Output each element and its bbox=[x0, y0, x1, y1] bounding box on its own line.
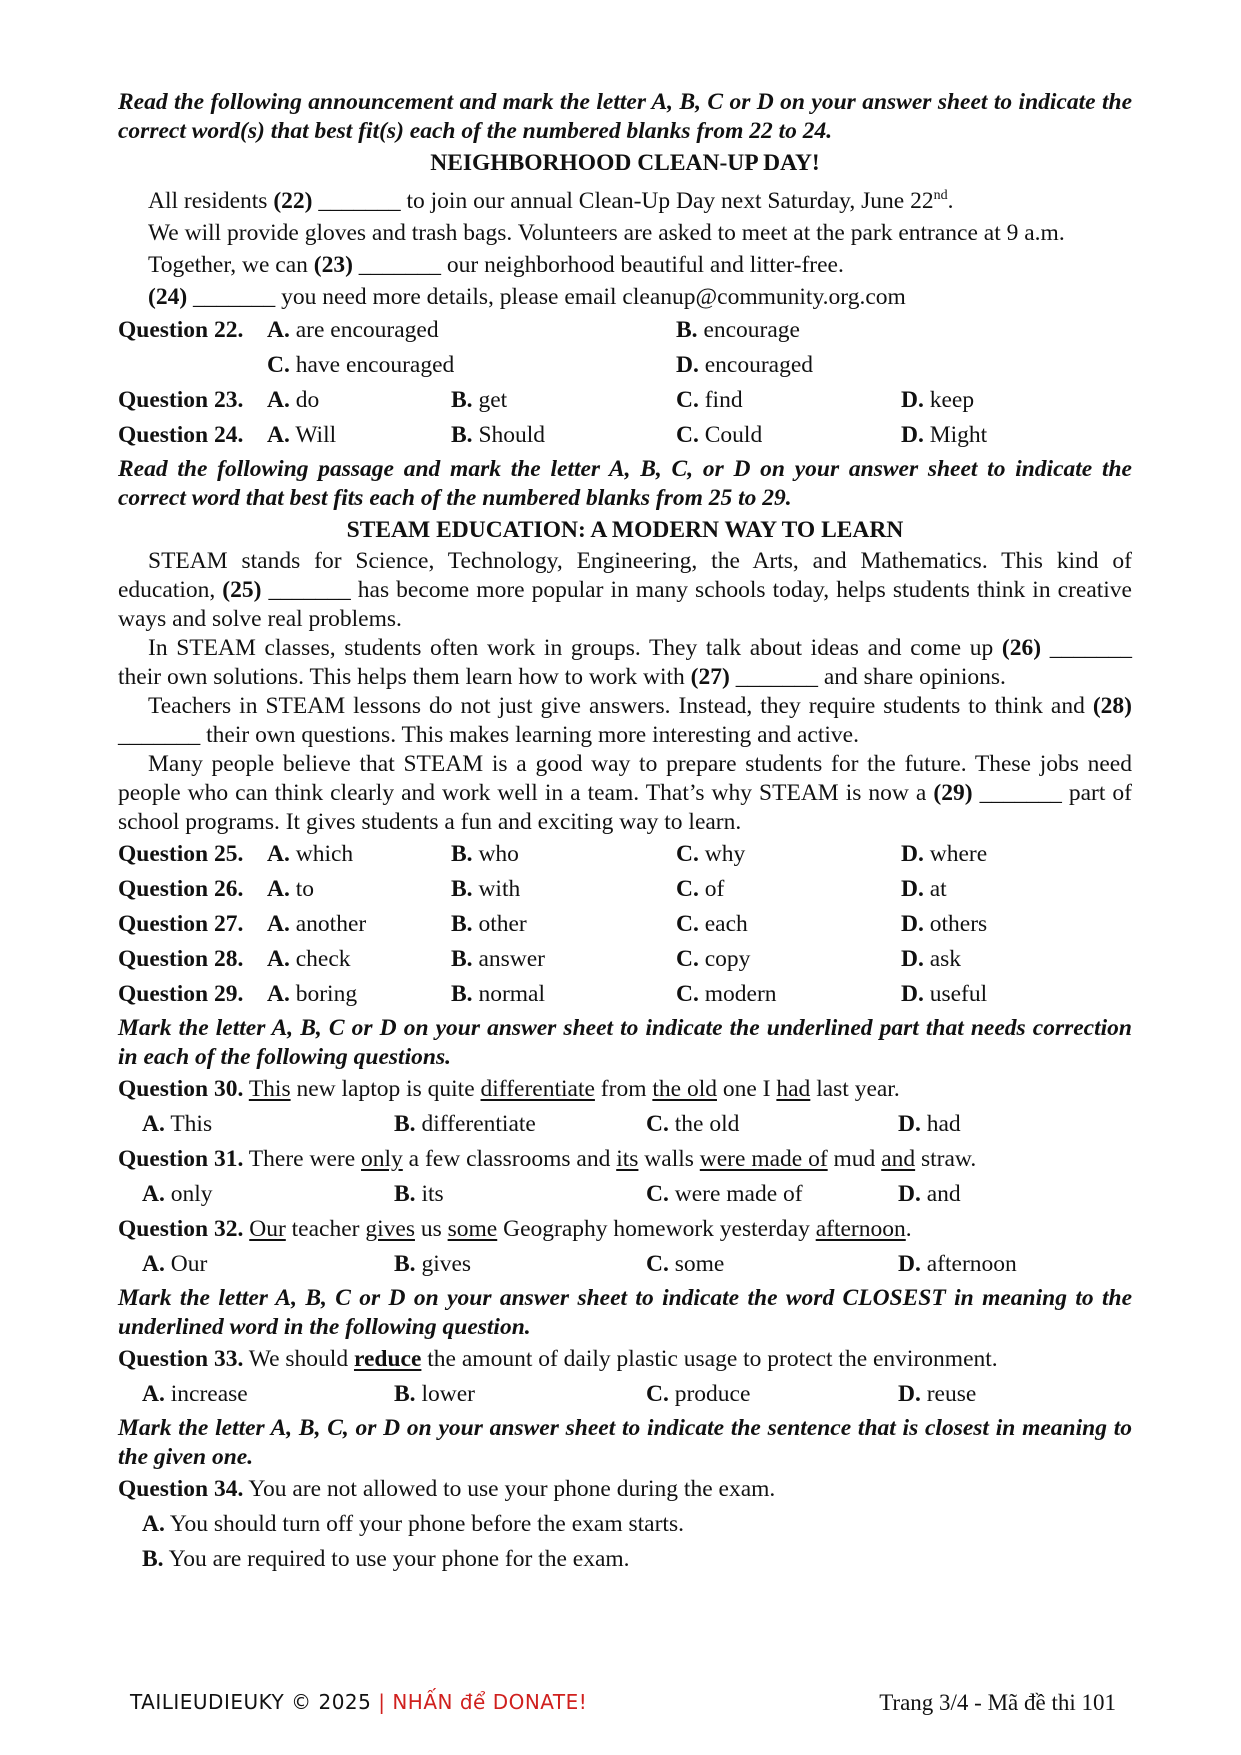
passage-title: NEIGHBORHOOD CLEAN-UP DAY! bbox=[430, 150, 820, 176]
question-23: Question 23. A. do B. get C. find D. keep bbox=[118, 386, 975, 413]
question-29: Question 29. A. boring B. normal C. modern D. useful bbox=[118, 980, 988, 1007]
question-31: Question 31. There were only a few classrooms and its walls were made of mud and straw. bbox=[118, 1145, 977, 1172]
question-24: Question 24. A. Will B. Should C. Could D. Might bbox=[118, 421, 988, 448]
passage-paragraph: In STEAM classes, students often work in groups. They talk about ideas and come up (26) _______ their own solutions. This helps them learn how to work with (27) _______ and share opinions. bbox=[118, 634, 1132, 690]
exam-page bbox=[118, 88, 1132, 1577]
section-instruction: Mark the letter A, B, C, or D on your answer sheet to indicate the sentence that is closest in meaning to the given one. bbox=[118, 1414, 1132, 1470]
question-34-option-b: B. You are required to use your phone for the exam. bbox=[142, 1545, 630, 1572]
question-28: Question 28. A. check B. answer C. copy D. ask bbox=[118, 945, 962, 972]
section-instruction: Mark the letter A, B, C or D on your answer sheet to indicate the word CLOSEST in meaning to the underlined word in the following question. bbox=[118, 1284, 1132, 1340]
question-31-options: A. only B. its C. were made of D. and bbox=[142, 1180, 961, 1207]
question-30: Question 30. This new laptop is quite differentiate from the old one I had last year. bbox=[118, 1075, 900, 1102]
question-26: Question 26. A. to B. with C. of D. at bbox=[118, 875, 947, 902]
question-30-options: A. This B. differentiate C. the old D. had bbox=[142, 1110, 961, 1137]
donate-link[interactable]: NHẤN để DONATE! bbox=[392, 1690, 588, 1714]
question-32-options: A. Our B. gives C. some D. afternoon bbox=[142, 1250, 1017, 1277]
question-32: Question 32. Our teacher gives us some Geography homework yesterday afternoon. bbox=[118, 1215, 912, 1242]
passage-title: STEAM EDUCATION: A MODERN WAY TO LEARN bbox=[346, 516, 904, 543]
question-22: Question 22. A. are encouraged B. encourage bbox=[118, 316, 800, 343]
passage-paragraph: STEAM stands for Science, Technology, Engineering, the Arts, and Mathematics. This kind of education, (25) _______ has become more popular in many schools today, helps students think in creative ways and solve real problems. bbox=[118, 547, 1132, 632]
question-22-cont: C. have encouraged D. encouraged bbox=[267, 351, 814, 378]
question-27: Question 27. A. another B. other C. each D. others bbox=[118, 910, 988, 937]
question-34: Question 34. You are not allowed to use your phone during the exam. bbox=[118, 1475, 776, 1502]
page-number: Trang 3/4 - Mã đề thi 101 bbox=[879, 1690, 1116, 1715]
question-33-options: A. increase B. lower C. produce D. reuse bbox=[142, 1380, 977, 1407]
question-34-option-a: A. You should turn off your phone before the exam starts. bbox=[142, 1510, 684, 1537]
section-instruction: Mark the letter A, B, C or D on your answer sheet to indicate the underlined part that needs correction in each of the following questions. bbox=[118, 1014, 1132, 1070]
section-instruction: Read the following announcement and mark the letter A, B, C or D on your answer sheet to indicate the correct word(s) that best fit(s) each of the numbered blanks from 22 to 24. bbox=[118, 89, 1132, 144]
announcement: All residents (22) _______ to join our annual Clean-Up Day next Saturday, June 22nd. We will provide gloves and trash bags. Volunteers are asked to meet at the park entrance at 9 a.m. Together, we can (23) _______ our neighborhood beautiful and litter-free. (24) _______ you need more details, please email cleanup@community.org.com bbox=[148, 187, 1065, 310]
footer-brand: TAILIEUDIEUKY © 2025 | NHẤN để DONATE! bbox=[130, 1690, 588, 1714]
passage-paragraph: Many people believe that STEAM is a good way to prepare students for the future. These jobs need people who can think clearly and work well in a team. That’s why STEAM is now a (29) _______ part of school programs. It gives students a fun and exciting way to learn. bbox=[118, 750, 1132, 835]
passage-paragraph: Teachers in STEAM lessons do not just give answers. Instead, they require students to think and (28) _______ their own questions. This makes learning more interesting and active. bbox=[118, 692, 1132, 748]
question-25: Question 25. A. which B. who C. why D. where bbox=[118, 840, 988, 867]
question-33: Question 33. We should reduce the amount of daily plastic usage to protect the environment. bbox=[118, 1345, 998, 1372]
section-instruction: Read the following passage and mark the letter A, B, C, or D on your answer sheet to indicate the correct word that best fits each of the numbered blanks from 25 to 29. bbox=[118, 455, 1132, 511]
